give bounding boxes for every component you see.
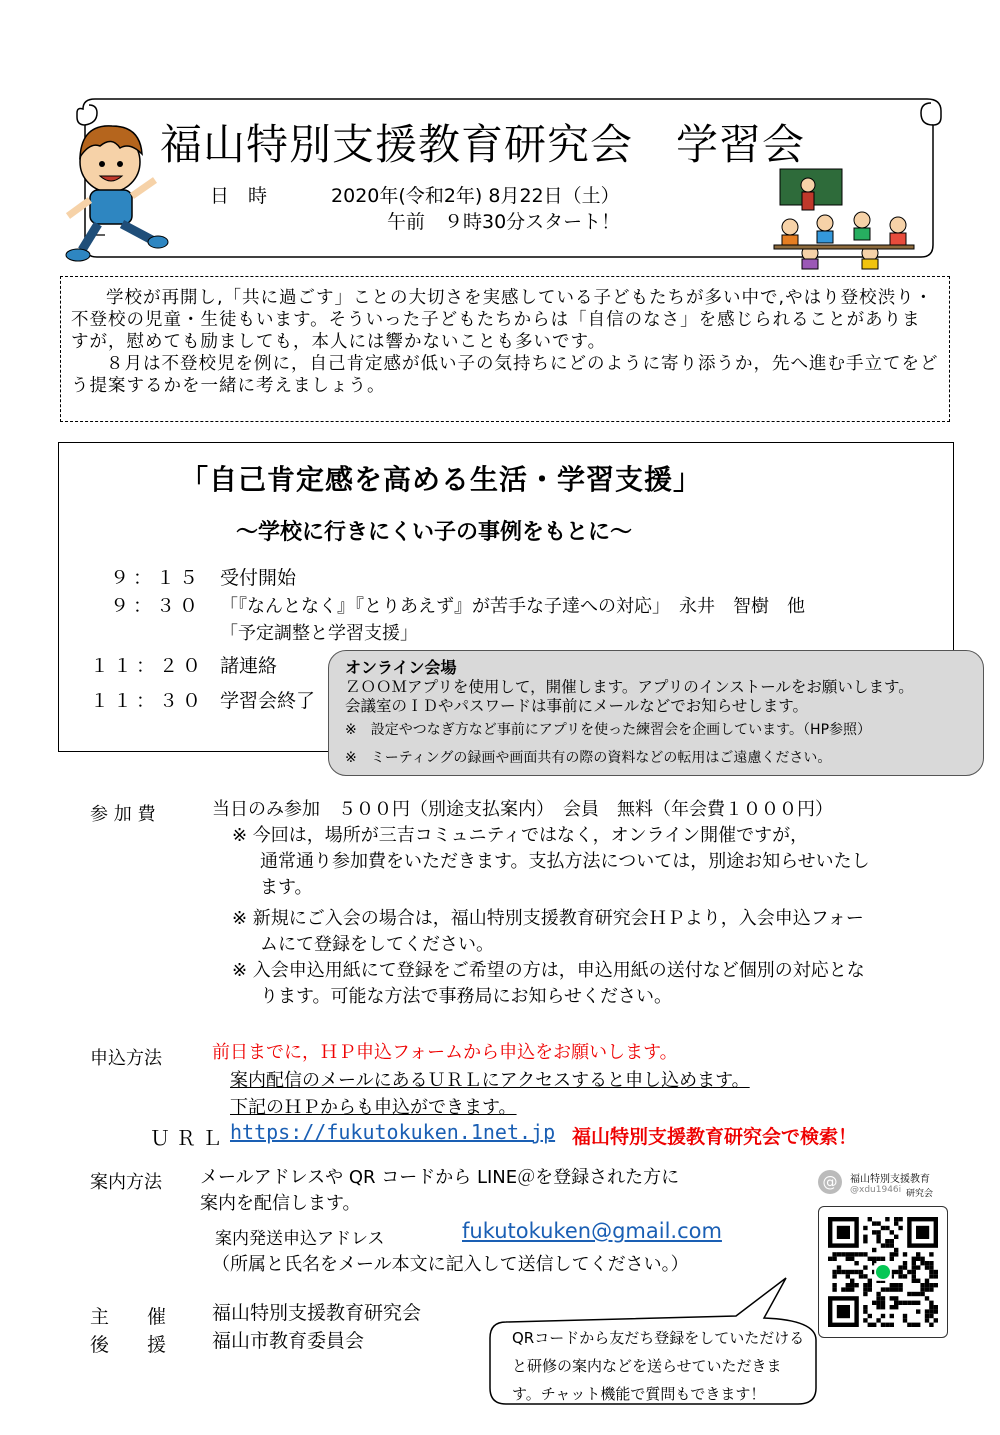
schedule-time: １１：３０ [90,690,206,712]
bubble-line: す。チャット機能で質問もできます！ [512,1385,766,1403]
bubble-line: と研修の案内などを送らせていただきま [512,1357,782,1375]
date-line [210,181,620,208]
bubble-text [512,1324,804,1408]
fee-label: 参 加 費 [90,804,156,825]
boy-illustration-icon [60,112,170,267]
fee-note-1 [232,823,870,901]
line-account-id: @xdu1946i [850,1185,902,1195]
schedule-time: ９：３０ [110,595,203,617]
online-note-1: ※ 設定やつなぎ方など事前にアプリを使った練習会を企画しています。（HP参照） [345,722,872,738]
url-label: ＵＲＬ [150,1126,228,1150]
guide-label: 案内方法 [90,1172,162,1193]
schedule-item: 受付開始 [220,567,297,589]
schedule-row [110,563,296,590]
email-link[interactable]: fukutokuken@gmail.com [462,1219,722,1243]
homepage-link[interactable]: https://fukutokuken.1net.jp [230,1120,556,1144]
date-label: 日 時 [210,185,268,207]
apply-line-2: 案内配信のメールにあるＵＲＬにアクセスすると申し込めます。 [230,1070,750,1091]
schedule-item: 学習会終了 [220,690,316,712]
guide-line-2: 案内を配信します。 [200,1193,361,1214]
fee-note-line: ※ 入会申込用紙にて登録をご希望の方は，申込用紙の送付など個別の対応とな [232,960,865,981]
qr-code[interactable] [818,1206,948,1338]
date-value: 2020年(令和2年) 8月22日（土） [331,185,620,207]
guide-note: （所属と氏名をメール本文に記入して送信してください。） [212,1254,689,1275]
program-title: 「自己肯定感を高める生活・学習支援」 [180,463,703,496]
start-time: 午前 ９時30分スタート！ [387,211,621,233]
support-name: 福山市教育委員会 [212,1330,365,1352]
page-title: 福山特別支援教育研究会 学習会 [160,120,806,169]
line-account-suffix: 研究会 [906,1189,934,1199]
classroom-illustration-icon [770,165,920,270]
online-line-1: ＺＯＯＭアプリを使用して，開催します。アプリのインストールをお願いします。 [345,678,914,696]
apply-line-1: 前日までに，ＨＰ申込フォームから申込をお願いします。 [212,1042,678,1063]
online-venue-box [328,650,984,776]
schedule-time: １１：２０ [90,655,206,677]
host-name: 福山特別支援教育研究会 [212,1302,422,1324]
apply-label: 申込方法 [90,1048,162,1069]
schedule-item: 諸連絡 [220,655,278,677]
fee-note-line: ます。 [260,877,313,898]
schedule-item: 「『なんとなく』『とりあえず』が苦手な子達への対応」 永井 智樹 他 [220,596,805,617]
address-label: 案内発送申込アドレス [215,1229,385,1249]
schedule-time: ９：１５ [110,567,203,589]
schedule-item: 「予定調整と学習支援」 [220,623,418,644]
fee-note-line: ※ 新規にご入会の場合は，福山特別支援教育研究会ＨＰより，入会申込フォー [232,908,864,929]
fee-note-line: ります。可能な方法で事務局にお知らせください。 [260,986,673,1007]
bubble-line: QRコードから友だち登録をしていただける [512,1329,805,1347]
line-at-icon: @ [818,1170,842,1194]
online-line-2: 会議室のＩＤやパスワードは事前にメールなどでお知らせします。 [345,697,808,715]
intro-paragraph-1: 学校が再開し,「共に過ごす」ことの大切さを実感している子どもたちが多い中で,やはり登校渋り・不登校の児童・生徒もいます。そういった子どもたちからは「自信のなさ」を感じられることがありますが，慰めても励ましても，本人には響かないことも多いです。 [71,288,934,352]
apply-line-3: 下記のＨＰからも申込ができます。 [230,1097,517,1118]
fee-note-line: ムにて登録をしてください。 [260,934,494,955]
intro-box [60,276,950,422]
fee-main: 当日のみ参加 ５００円（別途支払案内） 会員 無料（年会費１０００円） [212,799,833,820]
host-label: 主 催 [90,1306,167,1328]
search-hint: 福山特別支援教育研究会で検索！ [572,1126,858,1148]
fee-note-2 [232,906,864,958]
support-label: 後 援 [90,1334,167,1356]
guide-line-1: メールアドレスや QR コードから LINE＠を登録された方に [200,1167,680,1188]
schedule-row [90,651,277,678]
schedule-row [220,619,418,645]
qr-code-icon [828,1217,938,1327]
program-subtitle: ～学校に行きにくい子の事例をもとに～ [236,520,633,545]
fee-note-3 [232,958,865,1010]
fee-note-line: 通常通り参加費をいただきます。支払方法については，別途お知らせいたし [260,851,870,872]
online-note-2: ※ ミーティングの録画や画面共有の際の資料などの転用はご遠慮ください。 [345,750,832,766]
intro-paragraph-2: ８月は不登校児を例に，自己肯定感が低い子の気持ちにどのように寄り添うか，先へ進む手立てをどう提案するかを一緒に考えましょう。 [71,354,939,396]
schedule-row [110,591,805,618]
online-heading: オンライン会場 [345,658,457,677]
schedule-row [90,686,315,713]
line-account-name: 福山特別支援教育 [850,1174,930,1185]
fee-note-line: ※ 今回は，場所が三吉コミュニティではなく，オンライン開催ですが， [232,825,809,846]
